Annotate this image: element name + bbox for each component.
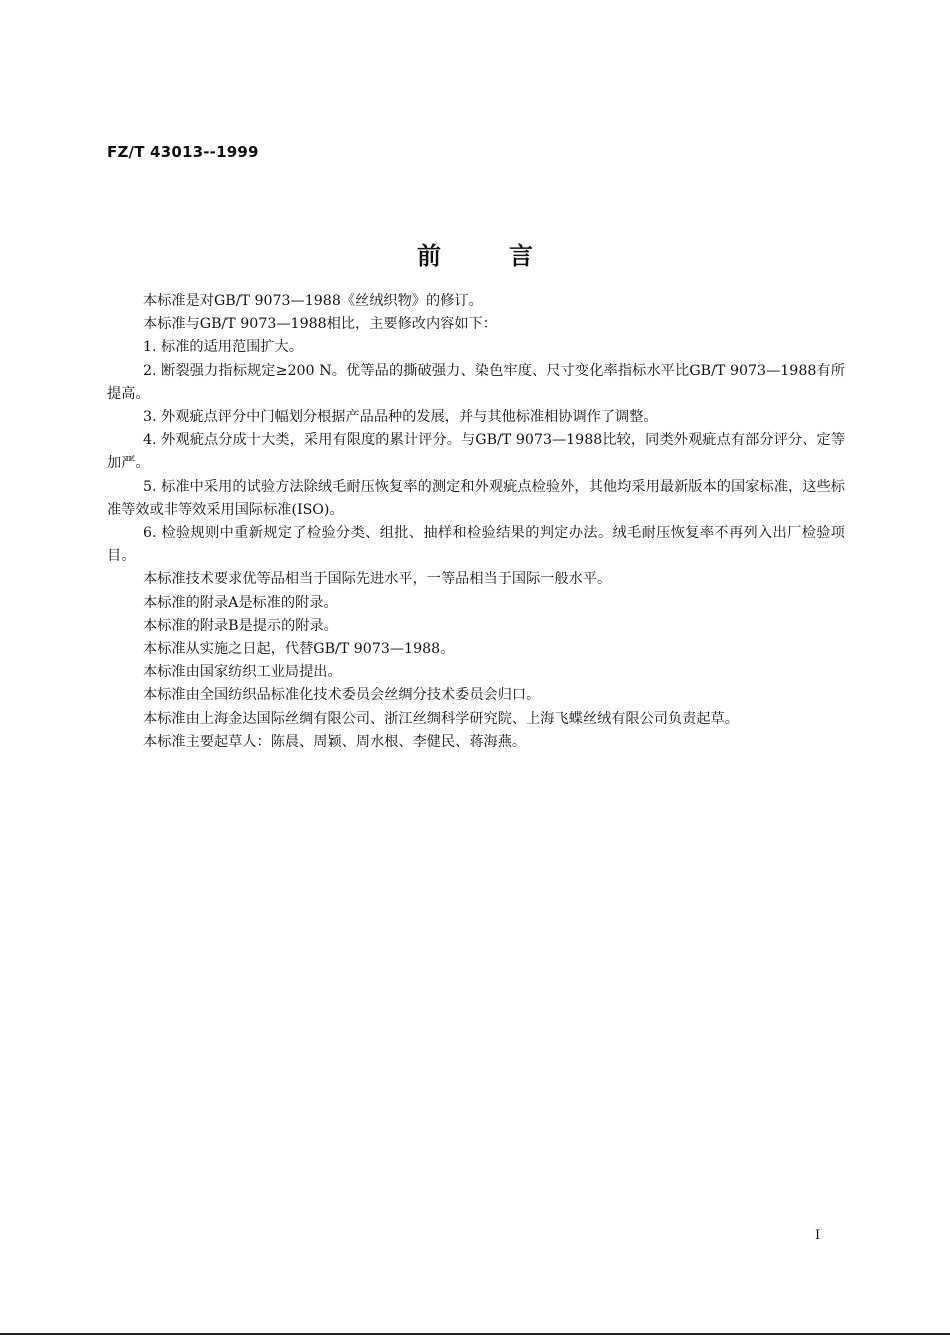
paragraph: 本标准是对GB/T 9073—1988《丝绒织物》的修订。 — [143, 293, 483, 309]
paragraph: 本标准由全国纺织品标准化技术委员会丝绸分技术委员会归口。 — [143, 687, 541, 704]
paragraph: 本标准的附录A是标准的附录。 — [143, 594, 338, 611]
foreword-body — [107, 290, 845, 754]
paragraph: 3. 外观疵点评分中门幅划分根据产品品种的发展，并与其他标准相协调作了调整。 — [143, 409, 658, 426]
paragraph: 本标准技术要求优等品相当于国际先进水平，一等品相当于国际一般水平。 — [143, 571, 612, 588]
paragraph: 本标准从实施之日起，代替GB/T 9073—1988。 — [143, 641, 455, 658]
standard-code: FZ/T 43013--1999 — [107, 143, 259, 161]
paragraph: 5. 标准中采用的试验方法除绒毛耐压恢复率的测定和外观疵点检验外，其他均采用最新版本的国家标准，这些标准等效或非等效采用国际标准(ISO)。 — [107, 478, 845, 518]
bottom-border — [0, 1333, 950, 1335]
paragraph: 4. 外观疵点分成十大类，采用有限度的累计评分。与GB/T 9073—1988比较，同类外观疵点有部分评分、定等加严。 — [107, 432, 845, 472]
paragraph: 6. 检验规则中重新规定了检验分类、组批、抽样和检验结果的判定办法。绒毛耐压恢复率不再列入出厂检验项目。 — [107, 525, 845, 565]
paragraph: 本标准与GB/T 9073—1988相比，主要修改内容如下： — [143, 316, 497, 333]
paragraph: 本标准由上海金达国际丝绸有限公司、浙江丝绸科学研究院、上海飞蝶丝绒有限公司负责起草。 — [143, 710, 739, 727]
paragraph: 2. 断裂强力指标规定≥200 N。优等品的撕破强力、染色牢度、尺寸变化率指标水平比GB/T 9073—1988有所提高。 — [107, 362, 845, 402]
page-number: I — [815, 1228, 821, 1243]
paragraph: 本标准主要起草人：陈晨、周颖、周水根、李健民、蒋海燕。 — [143, 733, 527, 750]
paragraph: 本标准的附录B是提示的附录。 — [143, 617, 338, 634]
paragraph: 1. 标准的适用范围扩大。 — [143, 339, 303, 356]
page-title: 前言 — [417, 242, 601, 270]
paragraph: 本标准由国家纺织工业局提出。 — [143, 664, 342, 681]
